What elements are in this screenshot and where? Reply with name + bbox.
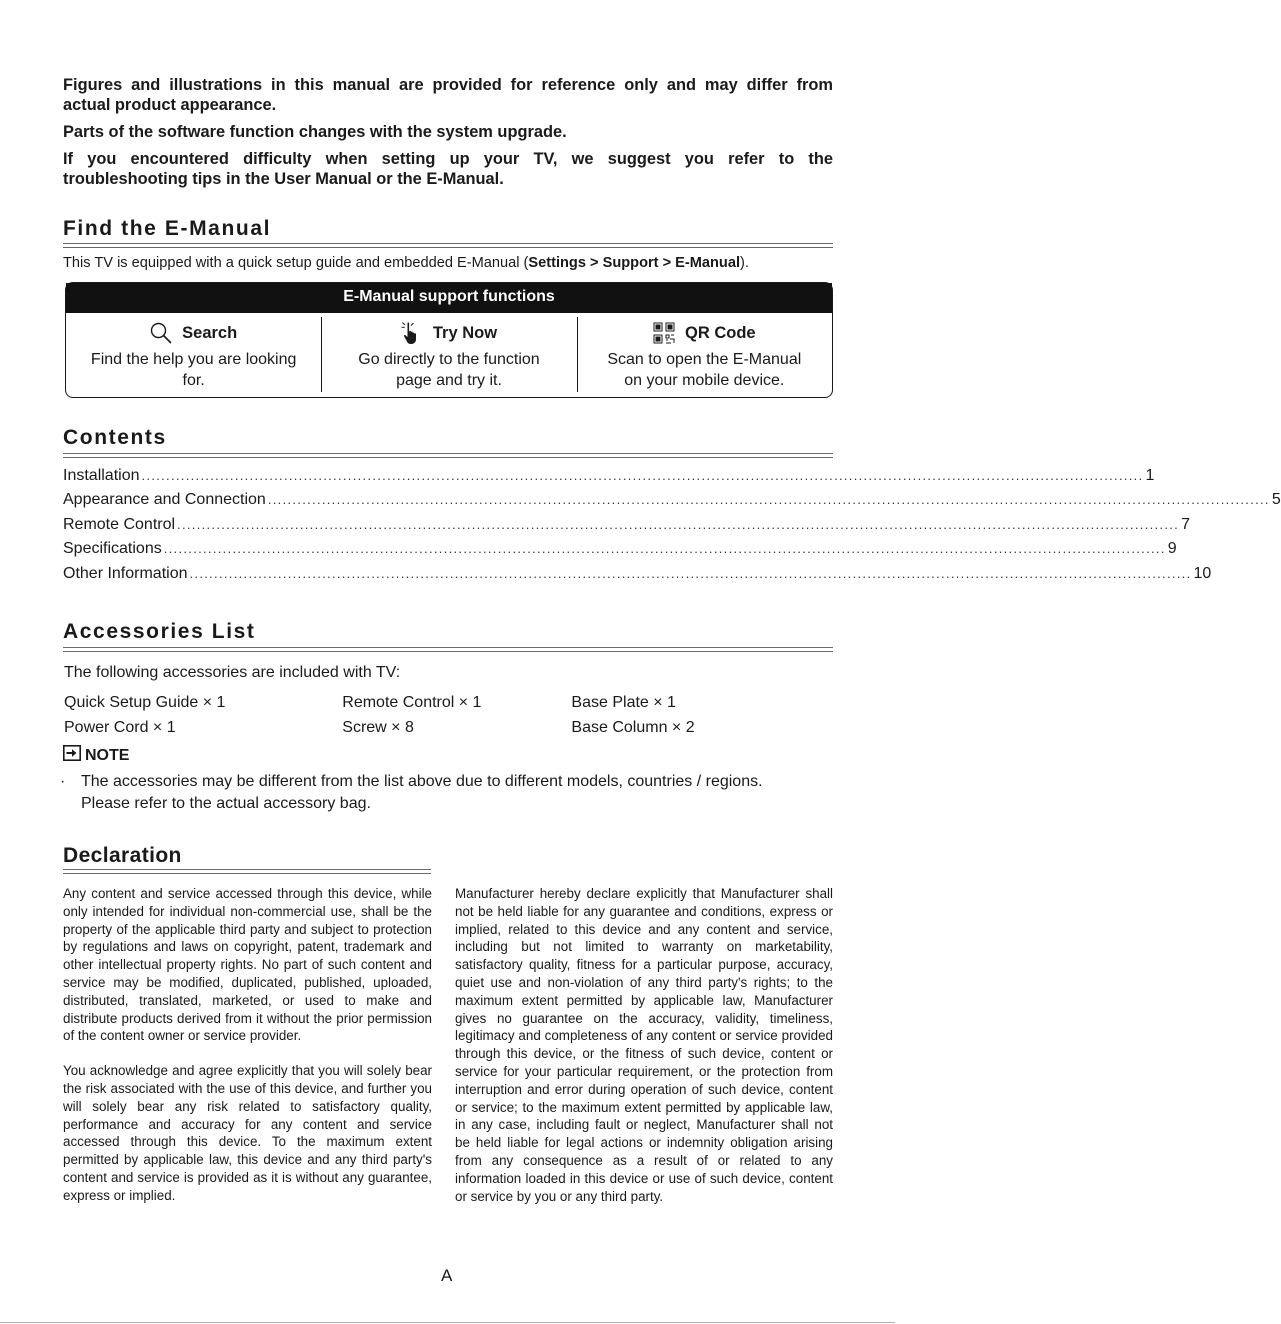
intro-troubleshooting-line-2: troubleshooting tips in the User Manual or the E-Manual. xyxy=(63,170,504,188)
contents-rule-top xyxy=(63,453,833,454)
intro-software-note: Parts of the software function changes with the system upgrade. xyxy=(63,123,567,141)
function-search-desc-line-2: for. xyxy=(182,372,205,389)
toc-label: Installation xyxy=(63,467,140,484)
function-search-desc-line-1: Find the help you are looking xyxy=(90,351,297,368)
find-emanual-rule-top xyxy=(63,243,833,244)
declaration-paragraph-content-rights: Any content and service accessed through this device, while only intended for individual non-commercial use, shall be the property of the applicable third party and subject to protection by regulations and laws on copyright, patent, trademark and other intellectual property rights. No part of such content and service may be modified, duplicated, published, uploaded, distributed, translated, marketed, or used to make and distribute products derived from it without the prior permission of the content owner or service provider. xyxy=(63,886,432,1044)
toc-label: Remote Control xyxy=(63,515,176,533)
note-icon xyxy=(63,745,81,766)
intro-troubleshooting-note xyxy=(63,149,833,189)
toc-entry-other-information[interactable] xyxy=(63,564,1212,589)
accessories-rule-top xyxy=(63,647,833,648)
note-bullet: · xyxy=(60,773,66,790)
toc-leader: ............................................................................................................................................................................................................ xyxy=(267,492,1270,508)
emanual-intro-text xyxy=(63,255,843,271)
emanual-intro-lead: This TV is equipped with a quick setup guide and embedded E-Manual ( xyxy=(63,255,529,271)
note-text-line-2: Please refer to the actual accessory bag. xyxy=(81,795,371,812)
toc-leader: ............................................................................................................................................................................................................ xyxy=(163,541,1166,557)
emanual-functions-box xyxy=(65,282,833,398)
accessory-item: Base Plate × 1 xyxy=(571,693,676,711)
declaration-paragraph-manufacturer-liability: Manufacturer hereby declare explicitly that Manufacturer shall not be held liable for any guarantee and conditions, express or implied, related to this device and any content and service, including but not limited to warranty on marketability, satisfactory quality, fitness for a particular purpose, accuracy, quiet use and non-violation of any third party's rights; to the maximum extent permitted by applicable law, Manufacturer gives no guarantee on the accuracy, validity, timeliness, legitimacy and completeness of any content or service provided through this device, or the fitness of such device, content or service for your particular requirement, or the protection from interruption and error during operation of such device, content or service; to the maximum extent permitted by applicable law, in any case, including fault or neglect, Manufacturer shall not be held liable for legal actions or indemnity obligation arising from any consequence as a result of or related to any information loaded in this device or use of such device, content or service by you or any third party. xyxy=(455,886,833,1204)
table-of-contents xyxy=(63,467,1281,589)
toc-entry-appearance[interactable] xyxy=(63,491,1281,515)
contents-heading: Contents xyxy=(63,426,167,449)
accessories-heading: Accessories List xyxy=(63,620,256,643)
declaration-rule-bottom xyxy=(63,873,431,874)
qr-code-icon xyxy=(653,322,675,344)
toc-entry-installation[interactable] xyxy=(63,467,1155,491)
accessory-item: Screw × 8 xyxy=(342,718,414,736)
declaration-column-right xyxy=(455,885,833,1205)
function-qr-code-title: QR Code xyxy=(685,323,756,342)
toc-label: Other Information xyxy=(63,564,188,582)
toc-label: Specifications xyxy=(63,540,162,558)
toc-page-number: 7 xyxy=(1181,515,1190,533)
declaration-heading: Declaration xyxy=(63,844,182,867)
toc-leader: ............................................................................................................................................................................................................ xyxy=(141,468,1144,483)
function-search xyxy=(66,313,321,397)
accessories-row xyxy=(64,715,764,740)
toc-page-number: 9 xyxy=(1167,540,1177,558)
function-try-now xyxy=(321,313,576,397)
emanual-menu-path: Settings > Support > E-Manual xyxy=(528,255,741,271)
toc-leader: ............................................................................................................................................................................................................ xyxy=(177,516,1180,532)
function-qr-code-desc-line-1: Scan to open the E-Manual xyxy=(607,351,802,368)
find-emanual-heading: Find the E-Manual xyxy=(63,217,272,240)
declaration-column-left xyxy=(63,885,432,1205)
pointing-hand-icon xyxy=(401,321,423,345)
magnifier-icon xyxy=(150,322,172,344)
declaration-rule-top xyxy=(63,869,431,870)
accessory-item: Remote Control × 1 xyxy=(342,693,482,711)
function-try-now-desc xyxy=(321,349,576,391)
function-try-now-desc-line-2: page and try it. xyxy=(396,372,502,389)
note-label: NOTE xyxy=(85,746,130,764)
function-search-title: Search xyxy=(182,323,238,342)
note-body xyxy=(60,771,840,815)
note-text-line-1: The accessories may be different from the list above due to different models, countries / regions. xyxy=(81,773,763,790)
intro-reference-line-1: Figures and illustrations in this manual are provided for reference only and may differ from xyxy=(63,76,833,94)
toc-page-number: 1 xyxy=(1145,467,1155,484)
function-qr-code-desc xyxy=(577,349,832,391)
accessories-row xyxy=(64,690,764,715)
intro-reference-note xyxy=(63,75,833,115)
function-try-now-title: Try Now xyxy=(432,323,498,342)
intro-reference-line-2: actual product appearance. xyxy=(63,96,277,114)
function-qr-code-desc-line-2: on your mobile device. xyxy=(624,372,785,389)
emanual-intro-end: ). xyxy=(740,255,749,271)
accessories-grid xyxy=(64,690,764,740)
toc-leader: ............................................................................................................................................................................................................ xyxy=(189,565,1192,581)
page-number: A xyxy=(441,1266,453,1285)
function-try-now-desc-line-1: Go directly to the function xyxy=(358,351,540,368)
declaration-paragraph-user-risk: You acknowledge and agree explicitly that you will solely bear the risk associated with the use of this device, and further you will solely bear any risk related to satisfactory quality, performance and accuracy for any content and service accessed through this device. To the maximum extent permitted by applicable law, this device and any third party's content and service is provided as it is without any guarantee, express or implied. xyxy=(63,1063,432,1203)
toc-page-number: 5 xyxy=(1271,491,1281,509)
toc-entry-specifications[interactable] xyxy=(63,540,1177,564)
function-search-desc xyxy=(66,349,321,391)
intro-troubleshooting-line-1: If you encountered difficulty when setting up your TV, we suggest you refer to the xyxy=(63,150,833,168)
page-bottom-edge xyxy=(0,1322,895,1323)
contents-rule-bottom xyxy=(63,457,833,458)
toc-entry-remote-control[interactable] xyxy=(63,515,1190,540)
emanual-functions-header: E-Manual support functions xyxy=(66,283,832,313)
toc-page-number: 10 xyxy=(1193,564,1212,582)
function-qr-code xyxy=(577,313,832,397)
accessory-item: Base Column × 2 xyxy=(571,718,695,736)
accessory-item: Power Cord × 1 xyxy=(64,718,176,736)
note-heading xyxy=(63,745,129,766)
accessories-rule-bottom xyxy=(63,651,833,652)
toc-label: Appearance and Connection xyxy=(63,491,266,509)
accessory-item: Quick Setup Guide × 1 xyxy=(64,693,226,711)
accessories-intro: The following accessories are included with TV: xyxy=(64,664,401,681)
find-emanual-rule-bottom xyxy=(63,247,833,248)
